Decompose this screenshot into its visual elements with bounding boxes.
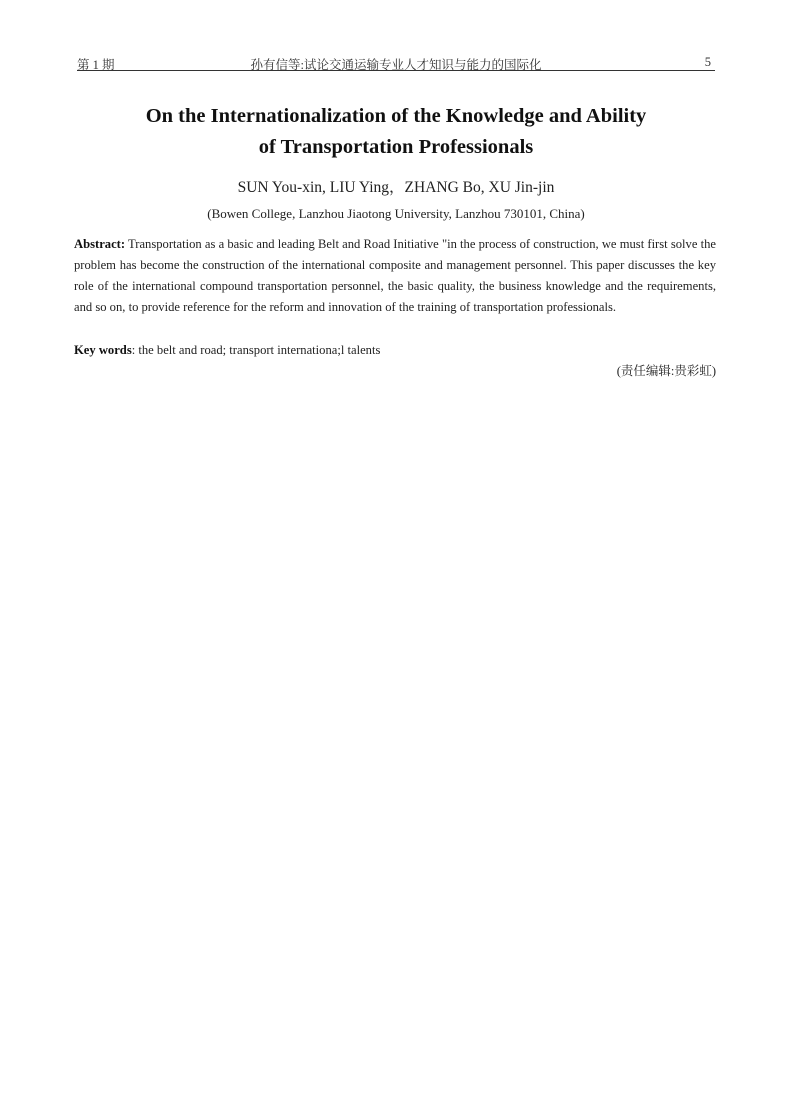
author-list: SUN You-xin, LIU Ying，ZHANG Bo, XU Jin-jin [237, 179, 555, 196]
abstract-label: Abstract: [74, 237, 126, 251]
affiliation: (Bowen College, Lanzhou Jiaotong University, Lanzhou 730101, China) [207, 206, 585, 221]
abstract-text: Transportation as a basic and leading Belt and Road Initiative "in the process of construction, we must first solve the problem has become the construction of the international composite and management personnel. This paper discusses the key role of the international compound transportation personnel, the basic quality, the business knowledge and the requirements, and so on, to provide reference for the reform and innovation of the training of transportation professionals. [74, 237, 716, 314]
page-number: 5 [704, 55, 711, 69]
issue-number: 第 1 期 [77, 58, 115, 72]
paper-title [60, 101, 732, 163]
keywords-text: : the belt and road; transport internationa;l talents [131, 343, 381, 357]
keywords [74, 340, 716, 360]
abstract [74, 234, 716, 318]
header-divider [77, 70, 715, 71]
title-line-1: On the Internationalization of the Knowledge and Ability [145, 105, 647, 127]
keywords-label: Key words [74, 343, 132, 357]
responsible-editor: (责任编辑:贵彩虹) [616, 364, 716, 378]
title-line-2: of Transportation Professionals [258, 136, 534, 158]
running-title: 孙有信等:试论交通运输专业人才知识与能力的国际化 [250, 58, 542, 72]
